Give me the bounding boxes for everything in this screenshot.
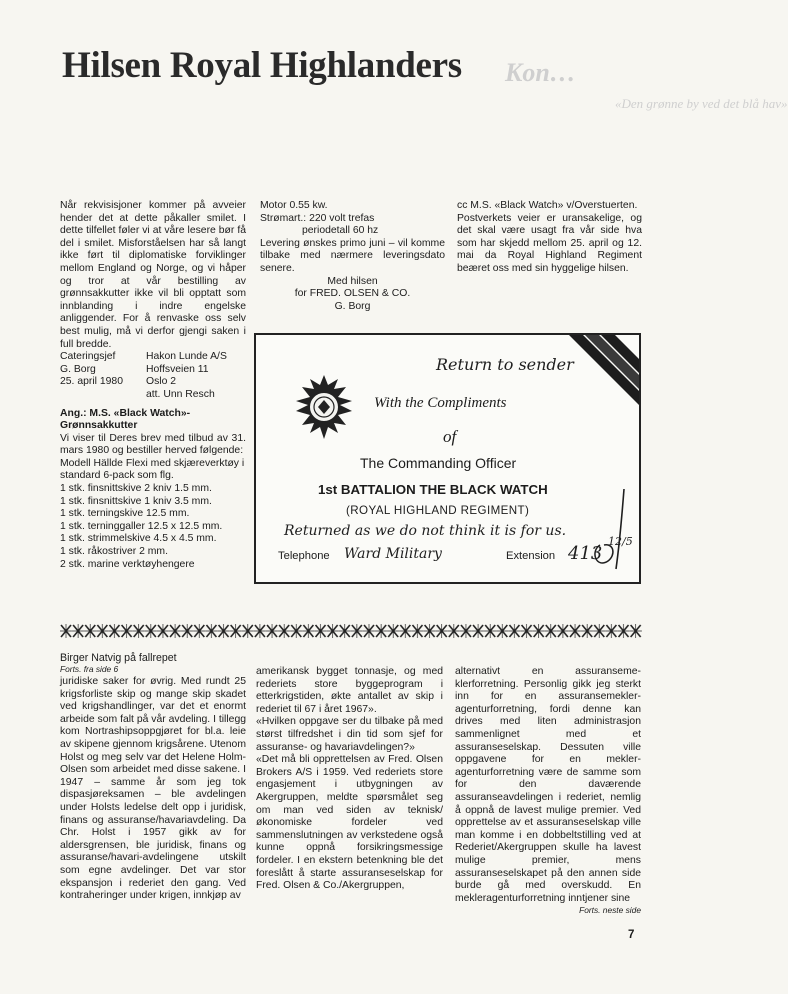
signature-row: 25. april 1980 Oslo 2 bbox=[60, 376, 177, 388]
closing-greeting: Med hilsen bbox=[327, 275, 378, 287]
spec-line: Motor 0.55 kw. bbox=[260, 200, 328, 211]
order-line: Modell Hällde Flexi med skjæreverktøy i standard 6-pack som flg. bbox=[60, 457, 245, 482]
bleed-through-subtitle: «Den grønne by ved det blå hav» bbox=[615, 96, 788, 111]
article-text: alternativt en assuransemeklerforretning. Personlig gikk jeg sterkt inn for en assuransemekler-agenturforretning, fordi denne kan drives med liten administrasjon sammenlignet med et assuranseselskap. Dessuten ville oppgavene for en mekler-agenturforretning være de samme som for den daværende assuranseavdelingen i rederiet, nemlig å oppnå de lavest mulige premier. Ved opprettelse av et assuranseselskap ville man komme i en dobbeltstilling ved at Rederiet/Akergruppen skulle ha lavest mulige premier, mens assuranseselskapet på den annen side burde gå med overskudd. En mekleragenturforretning inntjener sine bbox=[455, 666, 641, 904]
intro-paragraph: Når rekvisisjoner kommer på avveier hender det at dette påkaller smilet. I dette tilfellet føler vi at våre lesere bør få del i smilet. Misforståelsen har så langt ikke ført til diplomatiske forviklinger mellom England og Norge, og vi håper og tror at vår bestilling av grønnsakkutter ikke vil bli opptatt som innblanding i indre engelske anliggender. For å renvaske oss selv best mulig, må vi derfor gjengi saken i full bredde. bbox=[60, 200, 246, 350]
handwritten-extension: 413 bbox=[568, 543, 603, 564]
card-of: of bbox=[443, 427, 457, 446]
cc-line: cc M.S. «Black Watch» v/Overstuerten. bbox=[457, 200, 638, 211]
bleed-through-text bbox=[505, 58, 788, 111]
postal-paragraph: Postverkets veier er uransakelige, og det skal være usagt fra vår side hva som har skjedd mellom 25. april og 12. mai da Royal Highland Regiment beæret oss med sin hyggelige hilsen. bbox=[457, 212, 642, 274]
article-text: juridiske saker for øvrig. Med rundt 25 krigsforliste skip og mange skip skadet ved krigshandlinger, var det et enormt arbeide som falt på vår avdeling. I tillegg kom Nortrashipsoppgjøret for bl.a. leie av skipene gjennom krigsårene. Utenom Holst og meg selv var det Helene Holm-Olsen som arbeidet med disse sakene. I 1947 – samme år som jeg tok dispasjøreksamen – ble avdelingen under Holsts ledelse delt opp i juridisk, finans og assuranse/havariavdeling. Da Chr. Holst i 1957 gikk av for aldersgrensen, ble juridisk, finans og assuranse/havari-avdelingene utskilt som egne avdelinger. Det var stor ekspansjon i rederiet den gang. Ved kontraheringer under krigen, innkjøp av bbox=[60, 676, 246, 902]
order-intro: Vi viser til Deres brev med tilbud av 31. mars 1980 og bestiller herved følgende: bbox=[60, 432, 246, 457]
order-line: 1 stk. finsnittskive 1 kniv 3.5 mm. bbox=[60, 495, 212, 507]
telephone-label: Telephone bbox=[278, 550, 330, 562]
signature-row: Cateringsjef Hakon Lunde A/S bbox=[60, 351, 227, 363]
closing-company: for FRED. OLSEN & CO. bbox=[294, 288, 411, 300]
order-line: 1 stk. strimmelskive 4.5 x 4.5 mm. bbox=[60, 533, 217, 545]
letter-column-2 bbox=[260, 200, 445, 313]
handwritten-initial-stroke bbox=[586, 485, 636, 575]
order-line: 2 stk. marine verktøyhengere bbox=[60, 558, 195, 570]
delivery-paragraph: Levering ønskes primo juni – vil komme tilbake med nærmere leveringsdato senere. bbox=[260, 237, 445, 274]
card-battalion: 1st BATTALION THE BLACK WATCH bbox=[318, 482, 548, 497]
bleed-through-title: Kon… bbox=[505, 58, 576, 87]
article-headline: Hilsen Royal Highlanders bbox=[62, 45, 462, 86]
article-text: amerikansk bygget tonnasje, og med rederiets store byggeprogram i etterkrigstiden, økte antallet av skip i rederiet til 67 i året 1967». «Hvilken oppgave ser du tilbake på med størst tilfredshet i din tid som sjef for assuranse- og havariavdelingen?» «Det må bli opprettelsen av Fred. Olsen Brokers A/S i 1959. Ved rederiets store engasjement i utbygningen av Akergruppen, meldte spørsmålet seg om man ved siden av teknisk/økonomiske fordeler ved sammenslutningen av verkstedene også kunne oppnå forsikringsmessige fordeler. I en ekstern betenkning ble det foreslått å starte assuranseselskap for Fred. Olsen & Co./Akergruppen, bbox=[256, 666, 443, 892]
spec-line: Strømart.: 220 volt trefas bbox=[260, 212, 375, 224]
article-column-1 bbox=[60, 676, 246, 903]
decorative-divider bbox=[60, 624, 642, 638]
handwritten-return-note: Return to sender bbox=[436, 355, 574, 374]
order-line: 1 stk. terningskive 12.5 mm. bbox=[60, 508, 190, 520]
letter-signature-block bbox=[60, 351, 246, 401]
signature-row: att. Unn Resch bbox=[146, 388, 215, 400]
continued-next-note: Forts. neste side bbox=[579, 905, 641, 916]
handwritten-telephone: Ward Military bbox=[344, 546, 442, 562]
continued-from-note: Forts. fra side 6 bbox=[60, 664, 119, 674]
letter-column-3 bbox=[457, 200, 642, 276]
order-subject: Ang.: M.S. «Black Watch»-Grønnsakkutter bbox=[60, 407, 191, 432]
letter-column-1 bbox=[60, 200, 246, 571]
card-compliments: With the Compliments bbox=[374, 395, 507, 411]
article-column-2 bbox=[256, 666, 443, 893]
closing-signer: G. Borg bbox=[334, 300, 371, 312]
card-commanding-officer: The Commanding Officer bbox=[360, 455, 517, 471]
handwritten-date: 12/5 bbox=[608, 535, 633, 548]
page-number: 7 bbox=[628, 929, 635, 941]
spec-line: periodetall 60 hz bbox=[302, 225, 379, 237]
order-line: 1 stk. råkostriver 2 mm. bbox=[60, 546, 168, 558]
article-column-3 bbox=[455, 666, 641, 916]
regimental-badge-icon bbox=[292, 373, 356, 441]
handwritten-returned-note: Returned as we do not think it is for us. bbox=[284, 523, 567, 539]
order-line: 1 stk. terninggaller 12.5 x 12.5 mm. bbox=[60, 520, 223, 532]
card-corner-stripes bbox=[549, 335, 639, 425]
compliments-card bbox=[254, 333, 641, 584]
order-line: 1 stk. finsnittskive 2 kniv 1.5 mm. bbox=[60, 483, 212, 495]
continued-article-title: Birger Natvig på fallrepet bbox=[60, 652, 177, 664]
card-regiment: (ROYAL HIGHLAND REGIMENT) bbox=[346, 504, 530, 517]
signature-row: G. Borg Hoffsveien 11 bbox=[60, 363, 209, 375]
extension-label: Extension bbox=[506, 550, 556, 562]
